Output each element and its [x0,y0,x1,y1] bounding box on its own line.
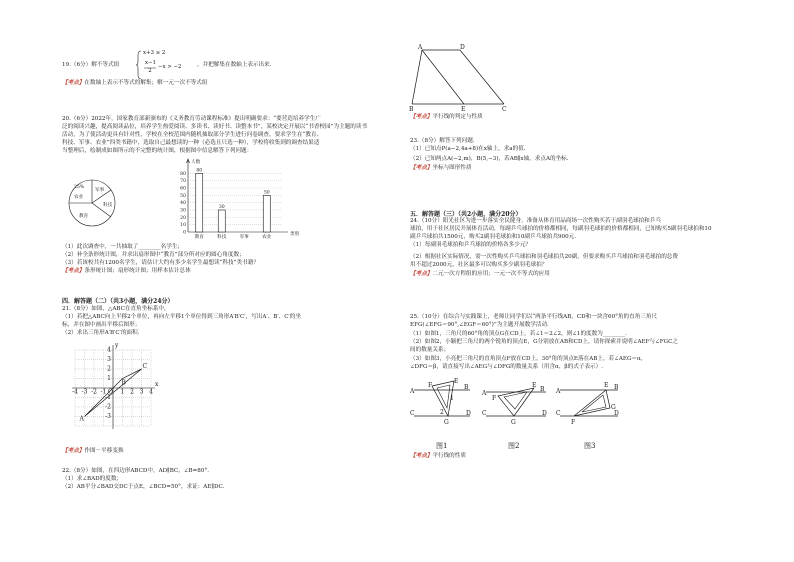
q20-subquestion-1: （1）此次调查中，一共抽取了________名学生； [62,244,184,250]
q20-subquestion-3: （3）若该校共有1200名学生，请估计大约有多少名学生最想读“科技”类书籍？ [62,260,259,266]
point-label-G: G [511,419,516,426]
bar-value-label: 30 [218,205,225,210]
bar-value-label: 80 [196,168,203,174]
point-label-G: G [611,404,616,411]
pie-slice-value: 25% [74,185,85,190]
kd-tag: 【考点】 [62,268,85,274]
point-label-D: D [460,44,465,51]
bar [196,173,203,232]
y-tick-label: -3 [105,413,111,420]
q19-inequality-2-rest: −x > −2 [158,64,182,70]
q20-subquestion-2: （2）补全条形统计图，并求出扇形图中“教育”部分所对应的圆心角度数； [62,252,245,258]
y-tick-label: 2 [107,365,111,373]
q22-line-1: 22.（8分）如图，在四边形ABCD中，AD∥BC，∠B=80°. [62,468,209,474]
q24-line-1: 24.（10分）阳光社区为进一步落实全民健身，准备从体育用品商场一次性购买若干副羽毛球拍和乒乓 [410,218,661,224]
q24-line-5: （2）根据社区实际情况，需一次性购买乒乓球拍和羽毛球拍共20副，但要求购买乒乓球拍和羽毛球拍的总费 [410,254,678,260]
q24-knowledge-point [410,271,550,278]
point-label-E: E [454,378,459,385]
q24-line-3: 副乒乓球拍共1500元，购买2副羽毛球拍和10副乒乓球拍共900元. [410,234,577,240]
pie-slice-label: 科技 [103,203,113,208]
x-tick-label: -2 [91,388,97,396]
q20-line-2: 泛的阅读兴趣，提高阅读品位，培养学生热爱阅读、多读书、读好书、读整本书”，某校决定开展以“书香校园”为主题的读书 [62,124,368,130]
figure-caption-2: 图2 [508,442,520,450]
q23-line-1: 23.（8分）解答下列问题. [410,138,475,144]
q20-line-5: 当整理后，绘制成如图所示的不完整的统计图，根据图中信息解答下列问题： [62,148,253,154]
y-axis-label: 人数 [191,160,201,165]
q21-line-4: （2）求出三角形A′B′C′的面积. [62,330,140,336]
kd-tag: 【考点】 [62,448,85,454]
y-axis-label: y [115,342,119,349]
point-label-C: C [410,410,415,417]
point-label-E: E [532,382,537,389]
q24-line-4: （1）每副羽毛球拍和乒乓球拍的价格各多少元？ [410,242,532,248]
kd-text: 条形统计图；扇形统计图；用样本估计总体 [84,268,191,274]
point-label-C: C [482,410,487,417]
point-label-B: B [464,384,469,391]
figure-2 [481,382,547,426]
point-label-F: F [428,382,433,389]
q25-line-4: （2）如图2，小颖把三角尺的两个锐角的顶点E，G分别放在AB和CD上，请你探索并说明∠AEF与∠FGC之 [410,339,678,345]
section-5-heading: 五．解答题（三）（共2小题，满分20分） [410,211,522,218]
q20-line-3: 活动，为了使活动更具有针对性，学校在全校范围内随机抽取部分学生进行问卷调查，要求学生在“教育、 [62,132,323,138]
bar [263,195,270,232]
point-label-D: D [614,410,619,417]
q20-knowledge-point [62,268,191,275]
kd-text: 平行线的判定与性质 [432,114,483,120]
bar-chart [146,152,306,240]
x-tick-label: -4 [72,388,78,396]
x-tick-label: -1 [100,388,107,396]
point-label-B: B [614,384,619,391]
x-tick-label: 教育 [194,235,204,240]
q22-line-2: （1）求∠BAD的度数； [62,476,123,482]
point-label-F: F [492,395,497,402]
kd-text: 坐标与图形性质 [432,165,472,171]
point-label-C: C [502,106,507,113]
q23-knowledge-point [410,165,472,172]
q19-inequality-1: x+3 ≥ 2 [143,50,166,56]
point-label-F: F [571,419,576,426]
q20-line-4: 科技、军事、农业”四类书籍中，选取自己最想读的一种（必选且只选一种），学校将收集到的调查结果适 [62,140,320,146]
figure-3 [555,382,619,426]
q23-line-3: （2）已知两点A(−2,m)，B(5,−3)，若AB∥x轴，求点A的坐标. [410,156,569,162]
bar [218,210,225,232]
pie-slice-label: 军事 [95,188,105,193]
q25-line-6: （3）如图3，小亮把三角尺的直角顶点F放在CD上，30°角的顶点E落在AB上，若∠AEG＝α， [410,356,647,362]
q25-line-7: ∠DFG＝β，请直接写出∠AEG与∠DFG的数量关系（用含α，β的式子表示）. [410,364,604,370]
point-label-G: G [444,419,449,426]
q19-fraction-numerator: x−1 [145,60,156,66]
pie-chart [62,172,152,232]
y-tick-label: 20 [180,215,186,221]
point-label-E: E [604,382,609,389]
point-label-B: B [540,386,545,393]
q21-knowledge-point [62,448,124,455]
q22-knowledge-point [410,114,483,121]
point-label-A: A [482,390,487,397]
x-tick-label: 4 [149,388,153,396]
y-tick-label: 3 [107,356,111,363]
q23-line-2: （1）已知点P(a−2,4a+8)在x轴上，求a的值. [410,146,526,152]
origin-label: O [108,388,113,396]
kd-tag: 【考点】 [410,165,433,171]
kd-tag: 【考点】 [62,80,85,86]
kd-text: 作图－平移变换 [84,448,124,454]
q19-tail: ，并把解集在数轴上表示出来. [197,62,272,68]
coordinate-grid-figure [68,338,158,444]
y-tick-label: 4 [107,346,111,354]
q25-line-3: （1）如图1，三角尺的60°角的顶点G在CD上，若∠1＝2∠2，则∠1的度数为________. [410,331,627,337]
point-label-A: A [79,415,84,423]
figure-1 [409,378,471,426]
q20-line-1: 20.（6分）2022年，国家教育部新颁布的《义务教育劳动课程标准》提出明确要求：“要营造培养学生广 [62,116,321,122]
y-tick-label: 50 [180,193,186,199]
kd-text: 在数轴上表示不等式的解集；解一元一次不等式组 [84,80,208,86]
q25-line-5: 间的数量关系； [410,347,450,353]
q21-line-2: （1）若把△ABC向上平移2个单位，再向左平移1个单位得到三角形A′B′C′，写出A′、B′、C′的坐 [62,314,301,320]
point-label-B: B [121,379,126,387]
y-tick-label: 0 [183,230,186,236]
x-axis-label: x [155,381,159,388]
bar-value-label: 50 [263,190,270,196]
angle-label-2: 2 [440,409,444,416]
figure-caption-1: 图1 [436,442,448,450]
y-tick-label: -1 [105,394,111,401]
y-tick-label: 30 [180,208,186,214]
point-label-D: D [466,410,471,417]
x-tick-label: 3 [139,388,144,396]
point-label-C: C [556,410,561,417]
kd-tag: 【考点】 [410,114,433,120]
point-label-D: D [542,410,547,417]
section-4-heading: 四．解答题（二）（共3小题，满分24分） [62,298,174,305]
q19-stem: 19.（6分）解不等式组 [62,62,120,68]
y-tick-label: 10 [180,223,186,229]
x-tick-label: 1 [120,388,125,396]
q25-line-1: 25.（10分）在综合与实践课上，老师让同学们以“两条平行线AB，CD和一块含60°角的直角三角尺 [410,314,658,320]
pie-slice-label: 教育 [79,214,89,219]
kd-tag: 【考点】 [410,271,433,277]
x-tick-label: -3 [81,388,88,396]
y-tick-label: 70 [180,179,186,185]
q19-knowledge-point [62,80,207,87]
kd-tag: 【考点】 [410,453,433,459]
point-label-B: B [409,106,414,113]
kd-text: 二元一次方程组的应用；一元一次不等式的应用 [432,271,550,277]
y-tick-label: 80 [180,171,186,177]
x-axis-label: 类别 [290,232,300,237]
figure-caption-3: 图3 [584,442,596,450]
triangle-figures [410,380,620,436]
q25-knowledge-point [410,453,466,460]
q21-line-3: 标，并在图中画出平移后图形； [62,322,141,328]
pie-slice-label: 农业 [74,195,84,200]
point-label-A: A [556,388,561,395]
y-tick-label: 40 [180,201,186,207]
q24-line-2: 球拍，用于社区居民开展体育活动，每副乒乓球拍的价格都相同，每副羽毛球拍的价格都相同，已知购买5副羽毛球拍和10 [410,226,712,232]
x-tick-label: 2 [130,388,134,396]
x-tick-label: 军事 [239,235,249,240]
point-label-C: C [142,363,148,370]
q24-line-6: 用不超过2000元，社区最多可以购买多少副羽毛球拍？ [410,262,548,268]
point-label-E: E [461,106,466,113]
q21-line-1: 21.（8分）如图，△ABC在直角坐标系中， [62,306,170,312]
q22-line-3: （2）AB平分∠BAD交DC于点E，∠BCD=50°，求证：AE∥DC. [62,484,225,490]
point-label-A: A [418,44,423,51]
y-tick-label: 1 [107,375,111,382]
x-tick-label: 科技 [217,235,227,240]
y-tick-label: -2 [105,403,111,411]
q25-line-2: EFG(∠EFG＝90°,∠EGF＝60°)”为主题开展数学活动. [410,322,549,328]
y-tick-label: 60 [180,186,186,192]
x-tick-label: 农业 [262,235,272,240]
q19-fraction-denominator: 2 [148,68,152,74]
kd-text: 平行线的性质 [432,453,466,459]
angle-label-1: 1 [450,395,454,402]
system-brace-icon [136,50,142,80]
point-label-A: A [410,388,415,395]
trapezoid-figure [408,44,512,114]
